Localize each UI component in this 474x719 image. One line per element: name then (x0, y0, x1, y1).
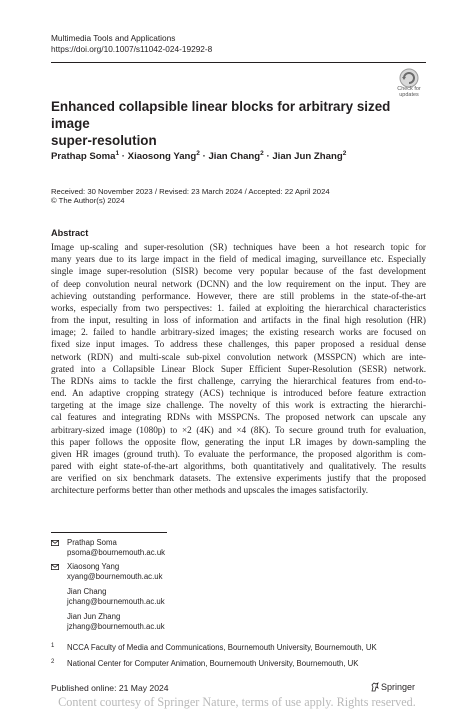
courtesy-watermark: Content courtesy of Springer Nature, terms of use apply. Rights reserved. (58, 695, 416, 709)
author-name[interactable]: Jian Jun Zhang (272, 151, 343, 163)
abstract-body (51, 241, 426, 497)
abstract-line: works, especially from two perspectives: 1. failed at exploiting the hierarchical characteristics (51, 302, 426, 313)
author-separator: · (263, 151, 273, 163)
contact-name: Prathap Soma (67, 538, 117, 547)
contact-email[interactable]: psoma@bournemouth.ac.uk (67, 548, 166, 557)
abstract-line: end. An adaptive cropping strategy (ACS) technique is introduced before feature extraction (51, 388, 426, 399)
contact-email[interactable]: jzhang@bournemouth.ac.uk (67, 622, 165, 631)
footnote-divider (51, 532, 167, 533)
check-updates-label: Check for updates (397, 86, 421, 99)
affiliation-number: 2 (51, 659, 55, 665)
abstract-line: image; 2. failed to handle arbitrary-sized images; the existing research works are focused on (51, 327, 426, 338)
abstract-line: many years due to its large impact in the field of medical imaging, surveillance etc. Especially (51, 254, 426, 265)
abstract-line: targeting at the image size challenge. The novelty of this work is extracting the hierarchi- (51, 400, 426, 411)
contact-name: Jian Jun Zhang (67, 612, 121, 621)
publisher-logo[interactable] (381, 682, 415, 692)
abstract-line: architecture performs better than other methods and upscales the images satisfactorily. (51, 485, 369, 496)
abstract-line: network (RDN) and multi-scale sub-pixel convolution network (MSSPCN) which are inte- (51, 351, 426, 362)
article-dates: Received: 30 November 2023 / Revised: 23 March 2024 / Accepted: 22 April 2024 (51, 187, 330, 196)
author-name[interactable]: Prathap Soma (51, 151, 116, 163)
contact-name: Jian Chang (67, 587, 107, 596)
author-affiliation: 2 (260, 150, 264, 157)
author-separator: · (119, 151, 128, 163)
check-updates-icon (392, 68, 426, 88)
author-list (51, 148, 421, 163)
contact-name: Xiaosong Yang (67, 562, 120, 571)
contact-email[interactable]: xyang@bournemouth.ac.uk (67, 572, 163, 581)
abstract-line: are verified on six benchmark datasets. The extensive experiments justify that the proposed (51, 473, 426, 484)
author-name[interactable]: Xiaosong Yang (127, 151, 197, 163)
abstract-line: grated into a Collapsible Linear Block Super Efficient Super-Resolution (SESR) network. (51, 363, 426, 374)
author-affiliation: 1 (115, 150, 120, 157)
abstract-line: Image up-scaling and super-resolution (SR) techniques have been a hot research topic for (51, 242, 426, 252)
abstract-line: achieving outstanding performance. However, there are still problems in the state-of-the-art (51, 290, 426, 301)
affiliation-text: National Center for Computer Animation, Bournemouth University, Bournemouth, UK (67, 659, 359, 668)
contact-email[interactable]: jchang@bournemouth.ac.uk (67, 597, 165, 606)
envelope-icon (51, 540, 59, 546)
abstract-heading: Abstract (51, 228, 89, 238)
journal-name: Multimedia Tools and Applications (51, 33, 176, 43)
affiliation-number: 1 (51, 643, 55, 649)
header-divider (51, 62, 426, 63)
paper-title: Enhanced collapsible linear blocks for arbitrary sized image super-resolution (51, 99, 391, 148)
abstract-line: The RDNs aims to tackle the first challenge, carrying the hierarchical features from end-to- (51, 375, 426, 386)
abstract-line: fixed size input images. To address these challenges, this paper proposed a residual dense (51, 339, 426, 350)
author-affiliation: 2 (196, 150, 200, 157)
abstract-line: given HR images (ground truth). To evaluate the performance, the proposed algorithm is com- (51, 448, 426, 459)
abstract-line: single image super-resolution (SISR) become very popular because of the fast development (51, 266, 426, 277)
author-affiliation: 2 (342, 150, 347, 157)
author-name[interactable]: Jian Chang (208, 151, 261, 163)
abstract-line: from the input, resulting in loss of information and artifacts in the final high resolution (HR) (51, 315, 426, 326)
abstract-line: of deep convolution neural network (DCNN) and the low requirement on the input. They are (51, 278, 426, 289)
abstract-line: cal features and integrating RDNs with MSSPCNs. The proposed network can upscale any (51, 412, 426, 423)
springer-horse-icon (370, 682, 380, 692)
doi-link[interactable]: https://doi.org/10.1007/s11042-024-19292-8 (51, 44, 213, 54)
abstract-line: arbitrary-sized image (1080p) to ×2 (4K) and ×4 (8K). To secure ground truth for evaluation, (51, 424, 426, 435)
author-separator: · (199, 151, 209, 163)
published-date: Published online: 21 May 2024 (51, 683, 169, 693)
publisher-name: Springer (381, 682, 416, 692)
envelope-icon (51, 564, 59, 570)
affiliation-text: NCCA Faculty of Media and Communications, Bournemouth University, Bournemouth, UK (67, 643, 377, 652)
abstract-line: this paper follows the opposite flow, generating the input LR images by down-sampling the (51, 436, 426, 447)
abstract-line: pared with eight state-of-the-art algorithms, both quantitatively and qualitatively. The results (51, 461, 426, 472)
copyright-notice: © The Author(s) 2024 (51, 196, 125, 205)
